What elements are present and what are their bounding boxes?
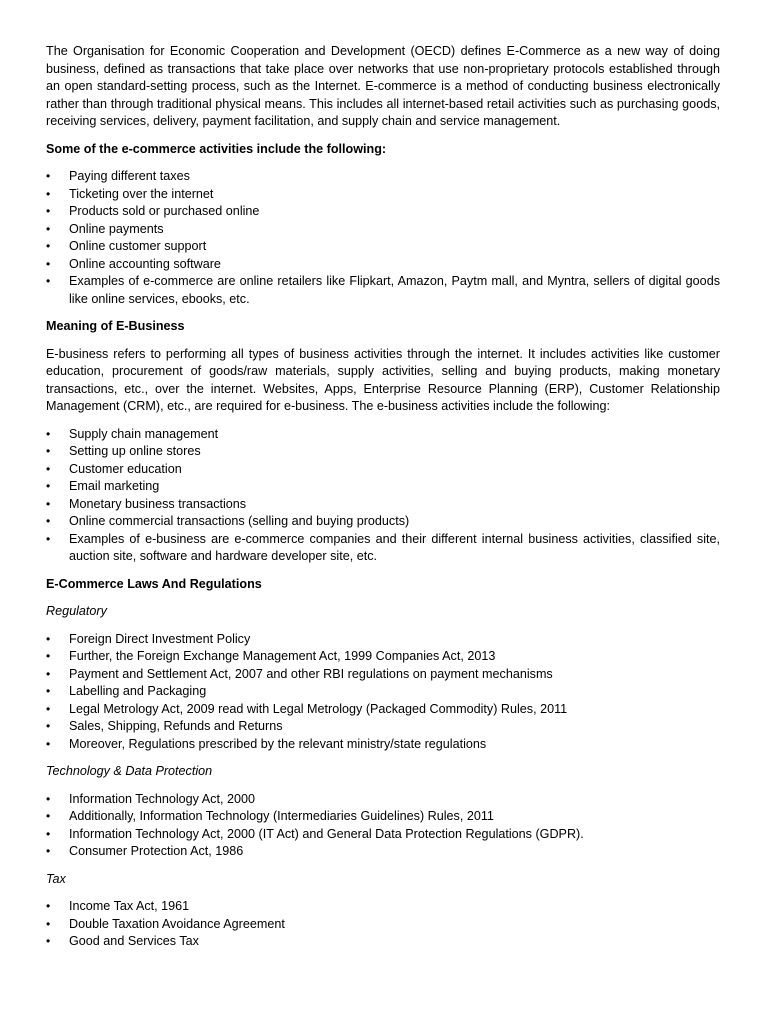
list-item-text: Foreign Direct Investment Policy — [69, 631, 251, 646]
list-item-text: Online accounting software — [69, 256, 221, 271]
list-item — [46, 631, 720, 649]
list-item — [46, 496, 720, 514]
list-item — [46, 808, 720, 826]
list-item-text: Further, the Foreign Exchange Management Act, 1999 Companies Act, 2013 — [69, 649, 496, 663]
list-item-text: Information Technology Act, 2000 — [69, 791, 255, 806]
list-item — [46, 461, 720, 479]
list-item — [46, 221, 720, 239]
list-item-text: Sales, Shipping, Refunds and Returns — [69, 719, 283, 733]
list-item — [46, 736, 720, 754]
list-item — [46, 701, 720, 719]
bullet-icon: • — [46, 531, 51, 546]
bullet-icon: • — [46, 916, 51, 931]
bullet-icon: • — [46, 204, 51, 218]
list-item — [46, 916, 720, 934]
tax-list — [46, 898, 720, 951]
bullet-icon: • — [46, 844, 51, 858]
bullet-icon: • — [46, 736, 51, 751]
list-item-text: Examples of e-business are e-commerce companies and their different internal business activities, classified site, auction site, software and hardware developer site, etc. — [69, 531, 720, 563]
list-item-text: Additionally, Information Technology (Intermediaries Guidelines) Rules, 2011 — [69, 809, 494, 823]
bullet-icon: • — [46, 479, 51, 493]
laws-heading: E-Commerce Laws And Regulations — [46, 576, 262, 591]
technology-list — [46, 791, 720, 861]
list-item — [46, 531, 720, 566]
list-item — [46, 478, 720, 496]
list-item-text: Setting up online stores — [69, 444, 201, 458]
list-item-text: Labelling and Packaging — [69, 684, 207, 698]
list-item-text: Information Technology Act, 2000 (IT Act) and General Data Protection Regulations (GDPR). — [69, 826, 584, 841]
bullet-icon: • — [46, 934, 51, 948]
bullet-icon: • — [46, 666, 51, 681]
list-item — [46, 513, 720, 531]
list-item-text: Moreover, Regulations prescribed by the relevant ministry/state regulations — [69, 736, 487, 751]
bullet-icon: • — [46, 791, 51, 806]
list-item — [46, 648, 720, 666]
technology-subheading: Technology & Data Protection — [46, 764, 213, 778]
bullet-icon: • — [46, 461, 51, 476]
ebusiness-heading: Meaning of E-Business — [46, 319, 185, 333]
list-item-text: Paying different taxes — [69, 169, 190, 183]
intro-paragraph: The Organisation for Economic Cooperation and Development (OECD) defines E-Commerce as a new way of doing business, defined as transactions that take place over networks that use non-proprietary protocols established through an open standard-setting process, such as the Internet. E-commerce is a method of conducting business electronically rather than through traditional physical means. This includes all internet-based retail activities such as purchasing goods, receiving services, delivery, payment facilitation, and supply chain and service management. — [46, 44, 720, 128]
list-item — [46, 443, 720, 461]
bullet-icon: • — [46, 221, 51, 236]
list-item — [46, 843, 720, 861]
list-item-text: Online customer support — [69, 239, 207, 253]
bullet-icon: • — [46, 701, 51, 716]
list-item — [46, 256, 720, 274]
bullet-icon: • — [46, 826, 51, 841]
bullet-icon: • — [46, 684, 51, 698]
list-item-text: Online commercial transactions (selling and buying products) — [69, 514, 410, 528]
bullet-icon: • — [46, 426, 51, 441]
bullet-icon: • — [46, 444, 51, 458]
bullet-icon: • — [46, 274, 51, 288]
ebusiness-activities-list — [46, 426, 720, 566]
document-body — [46, 43, 720, 951]
list-item-text: Ticketing over the internet — [69, 186, 214, 201]
list-item-text: Supply chain management — [69, 426, 219, 441]
bullet-icon: • — [46, 496, 51, 511]
regulatory-list — [46, 631, 720, 754]
bullet-icon: • — [46, 186, 51, 201]
ecommerce-activities-list — [46, 168, 720, 308]
list-item — [46, 426, 720, 444]
list-item — [46, 898, 720, 916]
list-item-text: Products sold or purchased online — [69, 204, 260, 218]
list-item — [46, 203, 720, 221]
regulatory-subheading: Regulatory — [46, 604, 107, 618]
list-item-text: Income Tax Act, 1961 — [69, 899, 190, 913]
bullet-icon: • — [46, 514, 51, 528]
list-item-text: Legal Metrology Act, 2009 read with Legal Metrology (Packaged Commodity) Rules, 2011 — [69, 701, 568, 716]
list-item — [46, 666, 720, 684]
tax-subheading: Tax — [46, 871, 66, 886]
bullet-icon: • — [46, 809, 51, 823]
list-item — [46, 168, 720, 186]
list-item — [46, 933, 720, 951]
list-item-text: Email marketing — [69, 479, 160, 493]
list-item-text: Examples of e-commerce are online retailers like Flipkart, Amazon, Paytm mall, and Myntra, sellers of digital goods like online services, ebooks, etc. — [69, 274, 720, 306]
list-item — [46, 791, 720, 809]
list-item-text: Monetary business transactions — [69, 496, 247, 511]
list-item-text: Online payments — [69, 221, 164, 236]
list-item-text: Double Taxation Avoidance Agreement — [69, 916, 285, 931]
bullet-icon: • — [46, 631, 51, 646]
bullet-icon: • — [46, 899, 51, 913]
list-item-text: Consumer Protection Act, 1986 — [69, 844, 244, 858]
bullet-icon: • — [46, 169, 51, 183]
bullet-icon: • — [46, 649, 51, 663]
list-item-text: Customer education — [69, 461, 182, 476]
ebusiness-paragraph: E-business refers to performing all types of business activities through the internet. It includes activities like customer education, procurement of goods/raw materials, supply activities, selling and buying products, making monetary transactions, etc., over the internet. Websites, Apps, Enterprise Resource Planning (ERP), Customer Relationship Management (CRM), etc., are required for e-business. The e-business activities include the following: — [46, 346, 720, 413]
bullet-icon: • — [46, 256, 51, 271]
list-item — [46, 186, 720, 204]
bullet-icon: • — [46, 719, 51, 733]
list-item — [46, 683, 720, 701]
list-item-text: Payment and Settlement Act, 2007 and other RBI regulations on payment mechanisms — [69, 666, 553, 681]
list-item — [46, 826, 720, 844]
ecommerce-activities-heading: Some of the e-commerce activities include the following: — [46, 141, 387, 156]
list-item-text: Good and Services Tax — [69, 934, 199, 948]
list-item — [46, 718, 720, 736]
list-item — [46, 273, 720, 308]
bullet-icon: • — [46, 239, 51, 253]
list-item — [46, 238, 720, 256]
